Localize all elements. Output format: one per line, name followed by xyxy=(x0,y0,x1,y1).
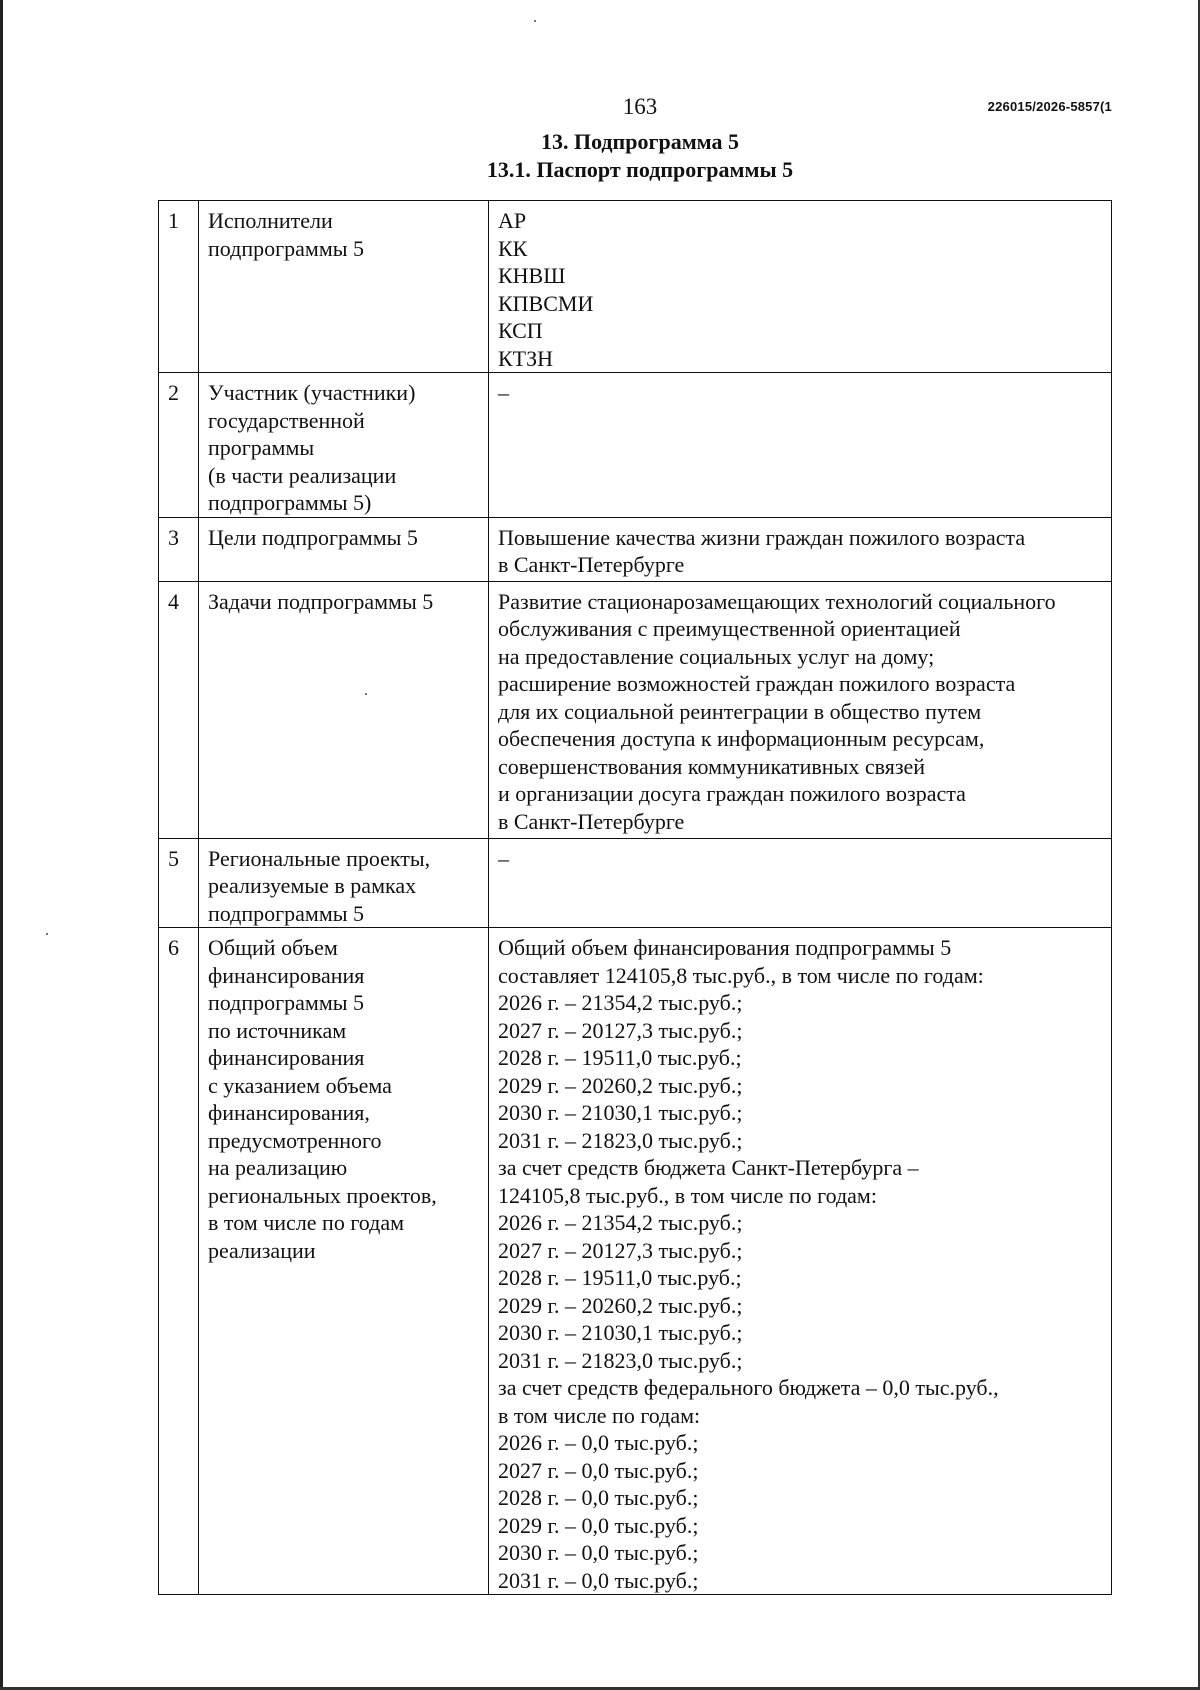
value-line: 2027 г. – 0,0 тыс.руб.; xyxy=(498,1457,699,1483)
value-line: за счет средств бюджета Санкт-Петербурга – xyxy=(498,1155,919,1180)
passport-row xyxy=(159,838,1112,928)
value-line: 2029 г. – 20260,2 тыс.руб.; xyxy=(498,1072,743,1098)
value-line: – xyxy=(498,380,509,405)
value-line: 2030 г. – 21030,1 тыс.руб.; xyxy=(498,1320,743,1345)
label-line: подпрограммы 5) xyxy=(208,490,372,515)
value-line: 2029 г. – 0,0 тыс.руб.; xyxy=(498,1512,699,1538)
value-line: за счет средств федерального бюджета – 0,0 тыс.руб., xyxy=(498,1375,999,1400)
subprogram-passport-table xyxy=(158,200,1112,1595)
page-border-left xyxy=(0,0,3,1690)
row-label xyxy=(199,928,489,1595)
value-line: на предоставление социальных услуг на дому; xyxy=(498,643,935,669)
row-value xyxy=(489,581,1112,838)
value-line: 2031 г. – 21823,0 тыс.руб.; xyxy=(498,1127,743,1153)
row-label xyxy=(199,581,489,838)
row-number: 5 xyxy=(159,838,199,928)
value-line: 2031 г. – 21823,0 тыс.руб.; xyxy=(498,1347,743,1373)
passport-row xyxy=(159,928,1112,1595)
document-id: 226015/2026-5857(1 xyxy=(987,99,1112,114)
value-line: Повышение качества жизни граждан пожилого возраста xyxy=(498,524,1026,550)
row-number: 1 xyxy=(159,201,199,373)
value-line: КТЗН xyxy=(498,345,554,371)
value-line: – xyxy=(498,845,509,871)
row-number: 2 xyxy=(159,373,199,518)
value-line: Общий объем финансирования подпрограммы 5 xyxy=(498,935,952,960)
value-line: расширение возможностей граждан пожилого возраста xyxy=(498,671,1016,696)
value-line: 2028 г. – 0,0 тыс.руб.; xyxy=(498,1485,699,1510)
label-line: предусмотренного xyxy=(208,1127,382,1153)
label-line: Региональные проекты, xyxy=(208,845,431,871)
row-value xyxy=(489,928,1112,1595)
value-line: составляет 124105,8 тыс.руб., в том числе по годам: xyxy=(498,962,984,988)
value-line: Развитие стационарозамещающих технологий социального xyxy=(498,588,1056,614)
label-line: (в части реализации xyxy=(208,462,397,488)
row-value xyxy=(489,373,1112,518)
row-label xyxy=(199,373,489,518)
row-label xyxy=(199,201,489,373)
value-line: 2026 г. – 21354,2 тыс.руб.; xyxy=(498,990,743,1015)
value-line: 2027 г. – 20127,3 тыс.руб.; xyxy=(498,1017,743,1043)
row-label xyxy=(199,517,489,581)
label-line: программы xyxy=(208,435,315,460)
value-line: в Санкт-Петербурге xyxy=(498,808,685,834)
row-value xyxy=(489,517,1112,581)
value-line: 2030 г. – 0,0 тыс.руб.; xyxy=(498,1540,699,1565)
value-line: для их социальной реинтеграции в общество путем xyxy=(498,698,982,724)
label-line: реализуемые в рамках xyxy=(208,873,417,898)
scan-speck xyxy=(534,20,536,22)
label-line: в том числе по годам xyxy=(208,1210,405,1235)
passport-row xyxy=(159,517,1112,581)
value-line: 2027 г. – 20127,3 тыс.руб.; xyxy=(498,1237,743,1263)
value-line: обеспечения доступа к информационным ресурсам, xyxy=(498,726,985,751)
label-line: Задачи подпрограммы 5 xyxy=(208,588,434,614)
row-number: 4 xyxy=(159,581,199,838)
label-line: Исполнители xyxy=(208,208,333,233)
value-line: КК xyxy=(498,235,528,261)
value-line: 2028 г. – 19511,0 тыс.руб.; xyxy=(498,1045,742,1070)
passport-row xyxy=(159,201,1112,373)
value-line: 2029 г. – 20260,2 тыс.руб.; xyxy=(498,1292,743,1318)
page-number: 163 xyxy=(622,94,658,119)
value-line: в том числе по годам: xyxy=(498,1402,701,1428)
value-line: 2030 г. – 21030,1 тыс.руб.; xyxy=(498,1100,743,1125)
value-line: 2028 г. – 19511,0 тыс.руб.; xyxy=(498,1265,742,1290)
value-line: КНВШ xyxy=(498,263,566,288)
label-line: на реализацию xyxy=(208,1155,348,1180)
label-line: с указанием объема xyxy=(208,1072,392,1098)
label-line: финансирования, xyxy=(208,1100,370,1125)
section-subtitle: 13.1. Паспорт подпрограммы 5 xyxy=(486,157,794,182)
value-line: обслуживания с преимущественной ориентацией xyxy=(498,616,961,641)
row-label xyxy=(199,838,489,928)
label-line: финансирования xyxy=(208,962,365,988)
value-line: совершенствования коммуникативных связей xyxy=(498,753,926,779)
label-line: региональных проектов, xyxy=(208,1182,437,1208)
label-line: Общий объем xyxy=(208,935,338,960)
value-line: и организации досуга граждан пожилого возраста xyxy=(498,781,966,806)
passport-row xyxy=(159,581,1112,838)
value-line: в Санкт-Петербурге xyxy=(498,552,685,577)
row-number: 6 xyxy=(159,928,199,1595)
value-line: 2026 г. – 0,0 тыс.руб.; xyxy=(498,1430,699,1455)
value-line: КСП xyxy=(498,318,543,343)
scan-speck xyxy=(46,933,48,935)
label-line: подпрограммы 5 xyxy=(208,990,365,1015)
label-line: реализации xyxy=(208,1237,316,1263)
passport-row xyxy=(159,373,1112,518)
row-number: 3 xyxy=(159,517,199,581)
section-title: 13. Подпрограмма 5 xyxy=(540,129,740,154)
label-line: по источникам xyxy=(208,1017,347,1043)
row-value xyxy=(489,838,1112,928)
value-line: АР xyxy=(498,208,527,233)
label-line: государственной xyxy=(208,407,365,433)
value-line: 2031 г. – 0,0 тыс.руб.; xyxy=(498,1567,699,1593)
label-line: Участник (участники) xyxy=(208,380,416,405)
value-line: КПВСМИ xyxy=(498,290,594,316)
row-value xyxy=(489,201,1112,373)
label-line: подпрограммы 5 xyxy=(208,900,365,926)
label-line: финансирования xyxy=(208,1045,365,1070)
label-line: подпрограммы 5 xyxy=(208,235,365,261)
value-line: 124105,8 тыс.руб., в том числе по годам: xyxy=(498,1182,877,1208)
label-line: Цели подпрограммы 5 xyxy=(208,524,418,550)
value-line: 2026 г. – 21354,2 тыс.руб.; xyxy=(498,1210,743,1235)
